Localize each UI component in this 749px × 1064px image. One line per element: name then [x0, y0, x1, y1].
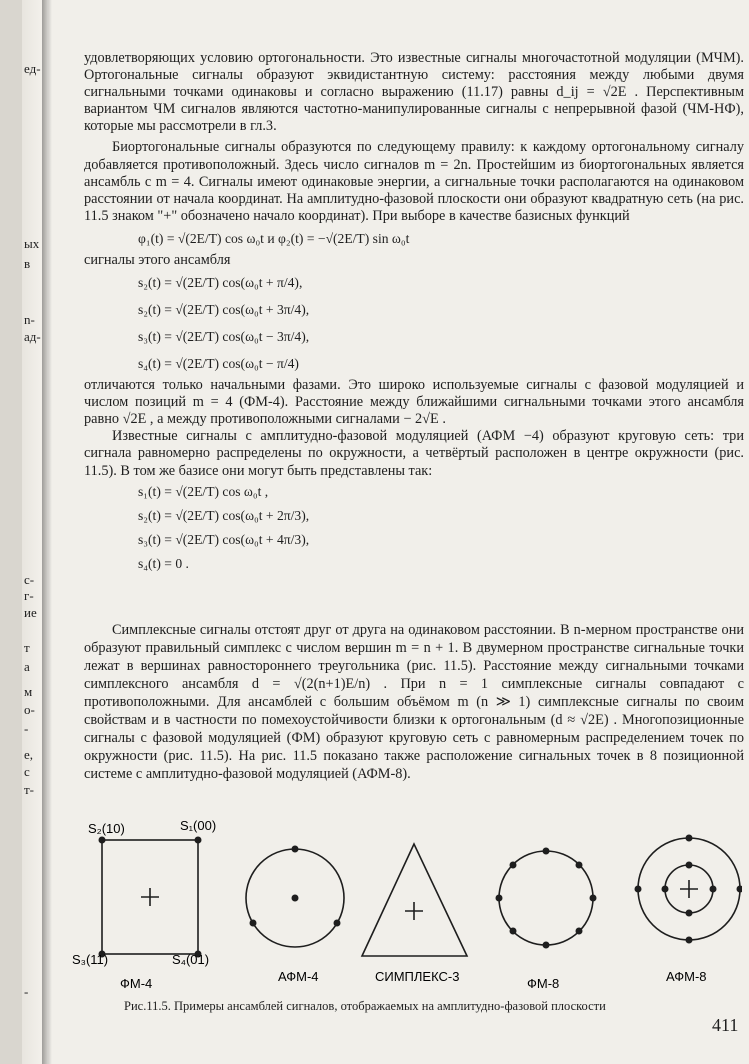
formula-s2: s₂(t) = √(2E/T) cos(ω₀t + 3π/4), — [138, 302, 310, 318]
caption-fm8: ФМ-8 — [527, 976, 560, 991]
paragraph-simplex: Симплексные сигналы отстоят друг от друга на одинаковом расстоянии. В n-мерном пространстве они образуют правильный симплекс с числом вершин m = n + 1. В двумерном пространстве сигнальные точки лежат в вершинах равностороннего треугольника (рис. 11.5). Расстояние между сигнальными точками симплексного ансамбля d = √(2(n+1)E/n) . При n = 1 симплексные сигналы совпадают с противоположными. Для ансамблей с большим объёмом m (n ≫ 1) симплексные сигналы по своим свойствам и в частности по помехоустойчивости близки к ортогональным (d ≈ √2E) . Многопозиционные сигналы с фазовой модуляцией (ФМ) образуют круговую сеть с равномерным распределением точек по окружности (рис. 11.5). На рис. 11.5 показано также расположение сигнальных точек в 8 позиционной системе с амплитудно-фазовой модуляцией (АФМ-8). — [84, 622, 744, 782]
formula-s3: s₃(t) = √(2E/T) cos(ω₀t − 3π/4), — [138, 329, 310, 345]
simplex3-diagram — [362, 844, 467, 956]
signal-point — [99, 837, 106, 844]
formula-basis: φ₁(t) = √(2E/T) cos ω₀t и φ₂(t) = −√(2E/T) sin ω₀t — [138, 230, 410, 246]
gutter-fragment: - — [24, 721, 29, 736]
signal-point — [635, 886, 642, 893]
paragraph-ensemble-intro: сигналы этого ансамбля — [84, 251, 231, 268]
figure-caption: Рис.11.5. Примеры ансамблей сигналов, отображаемых на амплитудно-фазовой плоскости — [124, 999, 606, 1013]
paragraph-fm4: отличаются только начальными фазами. Это широко используемые сигналы с фазовой модуляцией и числом позиций m = 4 (ФМ-4). Расстояние между ближайшими сигнальными точками этого ансамбля равно √2E , а между противоположными сигналами − 2√E . — [84, 377, 744, 428]
paragraph-biorthogonal: Биортогональные сигналы образуются по следующему правилу: к каждому ортогональному сигналу добавляется противоположный. Здесь число сигналов m = 2n. Простейшим из биортогональных является ансамбль с m = 4. Сигналы имеют одинаковые энергии, а сигнальные точки располагаются на одинаковом расстоянии от начала координат. На амплитудно-фазовой плоскости они образуют квадратную сеть (на рис. 11.5 знаком "+" обозначено начало координат). При выборе в качестве базисных функций — [84, 139, 744, 224]
signal-point — [686, 862, 693, 869]
signal-point — [686, 835, 693, 842]
gutter-fragment: ых — [24, 236, 40, 251]
gutter-fragment: м — [24, 684, 33, 699]
gutter-fragment: ие — [24, 605, 37, 620]
gutter-fragment: т — [24, 640, 30, 655]
gutter-fragment: ед- — [24, 61, 41, 76]
formula-a3: s₃(t) = √(2E/T) cos(ω₀t + 4π/3), — [138, 531, 310, 547]
caption-afm8: АФМ-8 — [666, 969, 707, 984]
gutter-fragment: ад- — [24, 329, 41, 344]
signal-point — [195, 837, 202, 844]
signal-constellation-figure — [62, 818, 742, 993]
signal-point — [576, 862, 583, 869]
book-page — [22, 0, 749, 1064]
fm4-label-s4: S₄(01) — [172, 952, 210, 967]
signal-point — [686, 910, 693, 917]
formula-a4: s₄(t) = 0 . — [138, 555, 189, 571]
signal-point — [250, 920, 257, 927]
formula-s4: s₄(t) = √(2E/T) cos(ω₀t − π/4) — [138, 356, 299, 372]
fm4-label-s3: S₃(11) — [72, 952, 109, 967]
paragraph-orthogonal: удовлетворяющих условию ортогональности. Это известные сигналы многочастотной модуляции (МЧМ). Ортогональные сигналы образуют эквидистантную систему: расстояния между любыми двумя сигнальными точками одинаковы и согласно выражению (11.17) равны d_ij = √2E . Перспективным вариантом ЧМ сигналов являются частотно-манипулированные сигналы с непрерывной фазой (ЧМ-НФ), которые мы рассмотрели в гл.3. — [84, 50, 744, 135]
signal-point — [737, 886, 743, 893]
paragraph-afm4: Известные сигналы с амплитудно-фазовой модуляцией (АФМ −4) образуют круговую сеть: три сигнала равномерно распределены по окружности, а четвёртый расположен в центре окружности (рис. 11.5). В том же базисе они могут быть представлены так: — [84, 428, 744, 479]
signal-point — [576, 928, 583, 935]
gutter-fragment: n- — [24, 312, 35, 327]
signal-point — [496, 895, 503, 902]
body-text-bottom — [84, 621, 744, 783]
signal-point — [292, 895, 299, 902]
formula-a2: s₂(t) = √(2E/T) cos(ω₀t + 2π/3), — [138, 507, 310, 523]
binding-shadow — [42, 0, 52, 1064]
signal-point — [510, 862, 517, 869]
fm4-label-s1: S₁(00) — [180, 818, 217, 833]
signal-point — [710, 886, 717, 893]
body-text-top — [84, 50, 744, 576]
signal-point — [662, 886, 669, 893]
caption-fm4: ФМ-4 — [120, 976, 153, 991]
gutter-fragment: а — [24, 659, 30, 674]
gutter-fragment: с — [24, 764, 30, 779]
fm4-diagram — [102, 840, 198, 954]
caption-simplex3: СИМПЛЕКС-3 — [375, 969, 460, 984]
signal-point — [543, 942, 550, 949]
signal-point — [292, 846, 299, 853]
formula-s1: s₂(t) = √(2E/T) cos(ω₀t + π/4), — [138, 275, 303, 291]
page-number: 411 — [712, 1015, 739, 1035]
gutter-fragment: - — [24, 984, 29, 999]
signal-point — [334, 920, 341, 927]
gutter-fragment: т- — [24, 782, 35, 797]
signal-point — [590, 895, 597, 902]
gutter-fragment: о- — [24, 702, 35, 717]
afm8-diagram — [638, 838, 740, 940]
gutter-fragment: в — [24, 256, 31, 271]
signal-point — [686, 937, 693, 944]
formula-a1: s₁(t) = √(2E/T) cos ω₀t , — [138, 483, 269, 499]
gutter-fragment: е, — [24, 747, 34, 762]
fm4-label-s2: S₂(10) — [88, 821, 125, 836]
signal-point — [510, 928, 517, 935]
gutter-fragment: г- — [24, 588, 34, 603]
caption-afm4: АФМ-4 — [278, 969, 319, 984]
gutter-fragment: с- — [24, 572, 35, 587]
signal-point — [543, 848, 550, 855]
